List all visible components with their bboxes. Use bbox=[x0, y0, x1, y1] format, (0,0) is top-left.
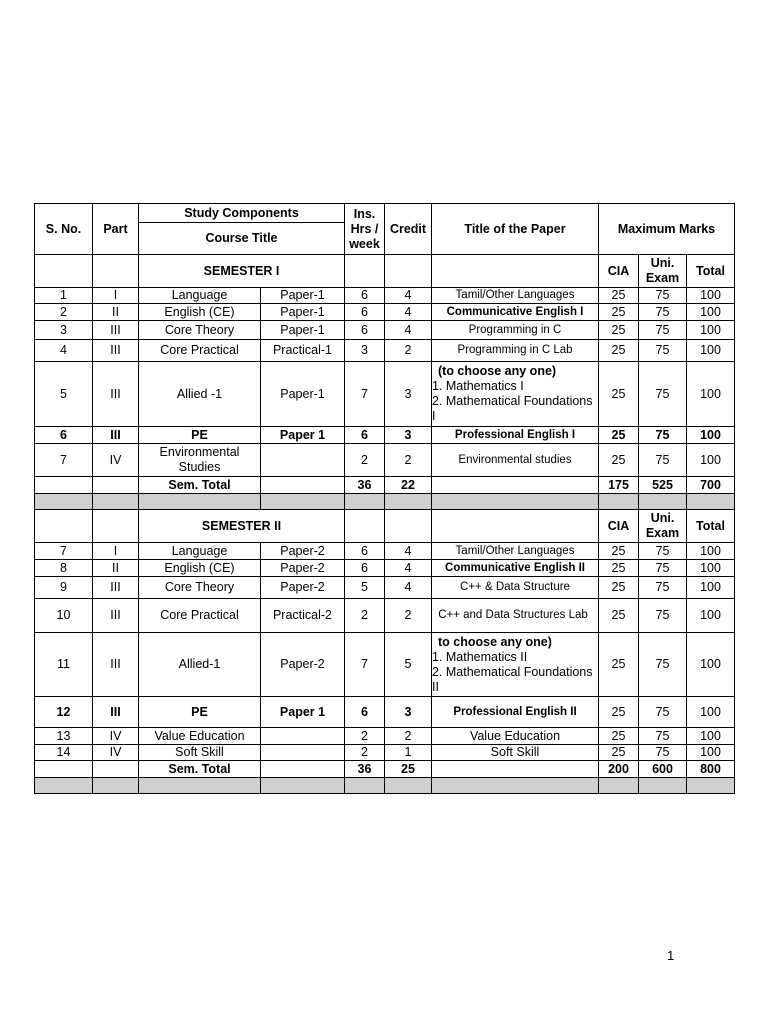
total-cell: 100 bbox=[687, 321, 735, 340]
course-cell: Core Practical bbox=[139, 599, 261, 633]
table-row bbox=[35, 288, 735, 304]
cell bbox=[261, 477, 345, 494]
paper-cell bbox=[261, 444, 345, 477]
course-cell: Core Practical bbox=[139, 340, 261, 362]
sem-total-hrs: 36 bbox=[345, 477, 385, 494]
total-cell: 100 bbox=[687, 304, 735, 321]
cia-cell: 25 bbox=[599, 340, 639, 362]
cia-header: CIA bbox=[599, 255, 639, 288]
hrs-cell: 7 bbox=[345, 362, 385, 427]
total-cell: 100 bbox=[687, 577, 735, 599]
cia-cell: 25 bbox=[599, 697, 639, 728]
course-cell: Language bbox=[139, 543, 261, 560]
course-cell: PE bbox=[139, 427, 261, 444]
cia-cell: 25 bbox=[599, 728, 639, 745]
credit-cell: 2 bbox=[385, 444, 432, 477]
sem-total-row bbox=[35, 761, 735, 778]
course-cell: Core Theory bbox=[139, 321, 261, 340]
paper-cell: Practical-2 bbox=[261, 599, 345, 633]
total-cell: 100 bbox=[687, 745, 735, 761]
header-title-of-paper: Title of the Paper bbox=[432, 204, 599, 255]
table-row bbox=[35, 728, 735, 745]
paper-cell: Paper-1 bbox=[261, 321, 345, 340]
cell bbox=[93, 778, 139, 794]
total-cell: 100 bbox=[687, 288, 735, 304]
cia-cell: 25 bbox=[599, 577, 639, 599]
header-course-title: Course Title bbox=[139, 223, 345, 255]
cell bbox=[35, 761, 93, 778]
cia-cell: 25 bbox=[599, 633, 639, 697]
cell bbox=[687, 494, 735, 510]
hrs-cell: 2 bbox=[345, 444, 385, 477]
options-list bbox=[432, 379, 596, 424]
part-cell: IV bbox=[93, 444, 139, 477]
header-credit: Credit bbox=[385, 204, 432, 255]
paper-title-cell: Communicative English I bbox=[432, 304, 599, 321]
uni-cell: 75 bbox=[639, 633, 687, 697]
cell bbox=[261, 778, 345, 794]
paper-title-cell: Tamil/Other Languages bbox=[432, 543, 599, 560]
paper-title-cell: C++ & Data Structure bbox=[432, 577, 599, 599]
cell bbox=[432, 778, 599, 794]
cell bbox=[93, 761, 139, 778]
table-row bbox=[35, 633, 735, 697]
total-cell: 100 bbox=[687, 427, 735, 444]
sem-total-uni: 525 bbox=[639, 477, 687, 494]
choose-note: to choose any one) bbox=[438, 634, 552, 649]
paper-cell: Paper 1 bbox=[261, 697, 345, 728]
table-row bbox=[35, 362, 735, 427]
hrs-cell: 2 bbox=[345, 728, 385, 745]
sem-total-credit: 22 bbox=[385, 477, 432, 494]
total-cell: 100 bbox=[687, 697, 735, 728]
paper-title-cell: Value Education bbox=[432, 728, 599, 745]
uni-cell: 75 bbox=[639, 697, 687, 728]
credit-cell: 4 bbox=[385, 543, 432, 560]
paper-cell bbox=[261, 745, 345, 761]
sno-cell: 5 bbox=[35, 362, 93, 427]
cia-cell: 25 bbox=[599, 427, 639, 444]
hrs-cell: 6 bbox=[345, 304, 385, 321]
sno-cell: 6 bbox=[35, 427, 93, 444]
cia-cell: 25 bbox=[599, 444, 639, 477]
paper-cell: Paper-2 bbox=[261, 577, 345, 599]
uni-cell: 75 bbox=[639, 599, 687, 633]
cell bbox=[385, 778, 432, 794]
cell bbox=[139, 494, 261, 510]
paper-title-cell: Programming in C Lab bbox=[432, 340, 599, 362]
cell bbox=[599, 778, 639, 794]
uni-cell: 75 bbox=[639, 560, 687, 577]
hrs-cell: 2 bbox=[345, 599, 385, 633]
course-cell: Allied-1 bbox=[139, 633, 261, 697]
sno-cell: 11 bbox=[35, 633, 93, 697]
credit-cell: 3 bbox=[385, 697, 432, 728]
cell bbox=[639, 778, 687, 794]
part-cell: III bbox=[93, 599, 139, 633]
table-row bbox=[35, 427, 735, 444]
cell bbox=[345, 255, 385, 288]
cia-cell: 25 bbox=[599, 599, 639, 633]
cia-cell: 25 bbox=[599, 321, 639, 340]
cell bbox=[261, 494, 345, 510]
uni-cell: 75 bbox=[639, 745, 687, 761]
sno-cell: 13 bbox=[35, 728, 93, 745]
uni-cell: 75 bbox=[639, 427, 687, 444]
part-cell: IV bbox=[93, 728, 139, 745]
cell bbox=[639, 494, 687, 510]
credit-cell: 2 bbox=[385, 340, 432, 362]
sem-total-row bbox=[35, 477, 735, 494]
part-cell: III bbox=[93, 340, 139, 362]
paper-title-cell: Programming in C bbox=[432, 321, 599, 340]
hrs-cell: 6 bbox=[345, 543, 385, 560]
cell bbox=[35, 494, 93, 510]
cell bbox=[35, 255, 93, 288]
sem-total-total: 800 bbox=[687, 761, 735, 778]
total-header: Total bbox=[687, 510, 735, 543]
credit-cell: 4 bbox=[385, 577, 432, 599]
cell bbox=[93, 477, 139, 494]
cell bbox=[432, 494, 599, 510]
paper-title-cell: Tamil/Other Languages bbox=[432, 288, 599, 304]
semester-header-row bbox=[35, 510, 735, 543]
table-row bbox=[35, 304, 735, 321]
table-row bbox=[35, 444, 735, 477]
sno-cell: 3 bbox=[35, 321, 93, 340]
header-part: Part bbox=[93, 204, 139, 255]
sno-cell: 10 bbox=[35, 599, 93, 633]
cell bbox=[385, 510, 432, 543]
sem-total-credit: 25 bbox=[385, 761, 432, 778]
credit-cell: 2 bbox=[385, 599, 432, 633]
cell bbox=[432, 255, 599, 288]
cell bbox=[432, 510, 599, 543]
sem-total-hrs: 36 bbox=[345, 761, 385, 778]
course-cell: Soft Skill bbox=[139, 745, 261, 761]
credit-cell: 4 bbox=[385, 321, 432, 340]
course-cell: English (CE) bbox=[139, 304, 261, 321]
total-cell: 100 bbox=[687, 362, 735, 427]
sem-total-cia: 200 bbox=[599, 761, 639, 778]
hrs-cell: 6 bbox=[345, 288, 385, 304]
sno-cell: 1 bbox=[35, 288, 93, 304]
hrs-cell: 5 bbox=[345, 577, 385, 599]
credit-cell: 3 bbox=[385, 427, 432, 444]
hrs-cell: 6 bbox=[345, 427, 385, 444]
table-row bbox=[35, 599, 735, 633]
credit-cell: 5 bbox=[385, 633, 432, 697]
paper-title-cell: Environmental studies bbox=[432, 444, 599, 477]
sem-total-label: Sem. Total bbox=[139, 477, 261, 494]
paper-title-cell bbox=[432, 633, 599, 697]
paper-title-cell: Professional English II bbox=[432, 697, 599, 728]
choose-note: (to choose any one) bbox=[438, 364, 557, 378]
hrs-cell: 3 bbox=[345, 340, 385, 362]
sno-cell: 9 bbox=[35, 577, 93, 599]
total-cell: 100 bbox=[687, 599, 735, 633]
uni-exam-header: Uni. Exam bbox=[639, 255, 687, 288]
course-cell: Allied -1 bbox=[139, 362, 261, 427]
total-cell: 100 bbox=[687, 728, 735, 745]
sno-cell: 7 bbox=[35, 444, 93, 477]
part-cell: III bbox=[93, 577, 139, 599]
paper-cell: Paper-1 bbox=[261, 288, 345, 304]
cell bbox=[345, 510, 385, 543]
paper-cell: Paper-2 bbox=[261, 560, 345, 577]
part-cell: III bbox=[93, 321, 139, 340]
cia-cell: 25 bbox=[599, 304, 639, 321]
total-cell: 100 bbox=[687, 444, 735, 477]
table-row bbox=[35, 697, 735, 728]
paper-cell: Paper 1 bbox=[261, 427, 345, 444]
paper-title-cell: Communicative English II bbox=[432, 560, 599, 577]
header-ins-hrs: Ins. Hrs / week bbox=[345, 204, 385, 255]
table-row bbox=[35, 543, 735, 560]
cell bbox=[385, 255, 432, 288]
total-cell: 100 bbox=[687, 633, 735, 697]
sno-cell: 12 bbox=[35, 697, 93, 728]
uni-cell: 75 bbox=[639, 288, 687, 304]
paper-title-cell bbox=[432, 362, 599, 427]
uni-cell: 75 bbox=[639, 362, 687, 427]
option-item: 2. Mathematical Foundations I bbox=[432, 394, 593, 423]
cell bbox=[385, 494, 432, 510]
cell bbox=[432, 477, 599, 494]
semester-title: SEMESTER II bbox=[139, 510, 345, 543]
part-cell: IV bbox=[93, 745, 139, 761]
table-row bbox=[35, 745, 735, 761]
table-row bbox=[35, 340, 735, 362]
table-row bbox=[35, 577, 735, 599]
sem-total-cia: 175 bbox=[599, 477, 639, 494]
total-cell: 100 bbox=[687, 560, 735, 577]
part-cell: III bbox=[93, 362, 139, 427]
part-cell: III bbox=[93, 427, 139, 444]
sem-total-total: 700 bbox=[687, 477, 735, 494]
part-cell: III bbox=[93, 697, 139, 728]
cell bbox=[345, 494, 385, 510]
uni-cell: 75 bbox=[639, 340, 687, 362]
total-cell: 100 bbox=[687, 543, 735, 560]
cell bbox=[35, 778, 93, 794]
cia-cell: 25 bbox=[599, 543, 639, 560]
uni-cell: 75 bbox=[639, 577, 687, 599]
page-number: 1 bbox=[667, 948, 675, 963]
sno-cell: 14 bbox=[35, 745, 93, 761]
cell bbox=[432, 761, 599, 778]
cell bbox=[35, 477, 93, 494]
sno-cell: 4 bbox=[35, 340, 93, 362]
credit-cell: 2 bbox=[385, 728, 432, 745]
cell bbox=[93, 255, 139, 288]
course-cell: PE bbox=[139, 697, 261, 728]
semester-header-row bbox=[35, 255, 735, 288]
sno-cell: 8 bbox=[35, 560, 93, 577]
cia-header: CIA bbox=[599, 510, 639, 543]
options-list bbox=[432, 650, 596, 695]
credit-cell: 4 bbox=[385, 304, 432, 321]
uni-cell: 75 bbox=[639, 321, 687, 340]
course-cell: English (CE) bbox=[139, 560, 261, 577]
header-study-components: Study Components bbox=[139, 204, 345, 223]
cia-cell: 25 bbox=[599, 288, 639, 304]
cell bbox=[687, 778, 735, 794]
paper-title-cell: C++ and Data Structures Lab bbox=[432, 599, 599, 633]
uni-exam-header: Uni. Exam bbox=[639, 510, 687, 543]
option-item: 1. Mathematics I bbox=[432, 379, 524, 393]
cell bbox=[139, 778, 261, 794]
header-maximum-marks: Maximum Marks bbox=[599, 204, 735, 255]
uni-cell: 75 bbox=[639, 304, 687, 321]
option-item: 2. Mathematical Foundations II bbox=[432, 664, 593, 694]
sem-total-label: Sem. Total bbox=[139, 761, 261, 778]
course-cell: Environmental Studies bbox=[139, 444, 261, 477]
course-cell: Value Education bbox=[139, 728, 261, 745]
part-cell: II bbox=[93, 560, 139, 577]
credit-cell: 4 bbox=[385, 288, 432, 304]
cia-cell: 25 bbox=[599, 560, 639, 577]
credit-cell: 4 bbox=[385, 560, 432, 577]
cell bbox=[93, 510, 139, 543]
uni-cell: 75 bbox=[639, 444, 687, 477]
paper-cell bbox=[261, 728, 345, 745]
option-item: 1. Mathematics II bbox=[432, 649, 528, 664]
paper-cell: Paper-1 bbox=[261, 362, 345, 427]
header-sno: S. No. bbox=[35, 204, 93, 255]
paper-title-cell: Soft Skill bbox=[432, 745, 599, 761]
cell bbox=[93, 494, 139, 510]
paper-cell: Paper-2 bbox=[261, 633, 345, 697]
sem-total-uni: 600 bbox=[639, 761, 687, 778]
cell bbox=[345, 778, 385, 794]
total-header: Total bbox=[687, 255, 735, 288]
syllabus-table bbox=[34, 203, 735, 794]
cia-cell: 25 bbox=[599, 362, 639, 427]
paper-cell: Paper-1 bbox=[261, 304, 345, 321]
paper-title-cell: Professional English I bbox=[432, 427, 599, 444]
sno-cell: 2 bbox=[35, 304, 93, 321]
hrs-cell: 6 bbox=[345, 697, 385, 728]
part-cell: II bbox=[93, 304, 139, 321]
total-cell: 100 bbox=[687, 340, 735, 362]
separator-row bbox=[35, 494, 735, 510]
separator-row bbox=[35, 778, 735, 794]
hrs-cell: 6 bbox=[345, 560, 385, 577]
part-cell: I bbox=[93, 288, 139, 304]
part-cell: I bbox=[93, 543, 139, 560]
semester-title: SEMESTER I bbox=[139, 255, 345, 288]
cell bbox=[35, 510, 93, 543]
hrs-cell: 6 bbox=[345, 321, 385, 340]
course-cell: Core Theory bbox=[139, 577, 261, 599]
uni-cell: 75 bbox=[639, 728, 687, 745]
hrs-cell: 2 bbox=[345, 745, 385, 761]
paper-cell: Paper-2 bbox=[261, 543, 345, 560]
sno-cell: 7 bbox=[35, 543, 93, 560]
credit-cell: 3 bbox=[385, 362, 432, 427]
table-row bbox=[35, 321, 735, 340]
cia-cell: 25 bbox=[599, 745, 639, 761]
cell bbox=[599, 494, 639, 510]
hrs-cell: 7 bbox=[345, 633, 385, 697]
table-row bbox=[35, 560, 735, 577]
cell bbox=[261, 761, 345, 778]
credit-cell: 1 bbox=[385, 745, 432, 761]
uni-cell: 75 bbox=[639, 543, 687, 560]
paper-cell: Practical-1 bbox=[261, 340, 345, 362]
part-cell: III bbox=[93, 633, 139, 697]
course-cell: Language bbox=[139, 288, 261, 304]
